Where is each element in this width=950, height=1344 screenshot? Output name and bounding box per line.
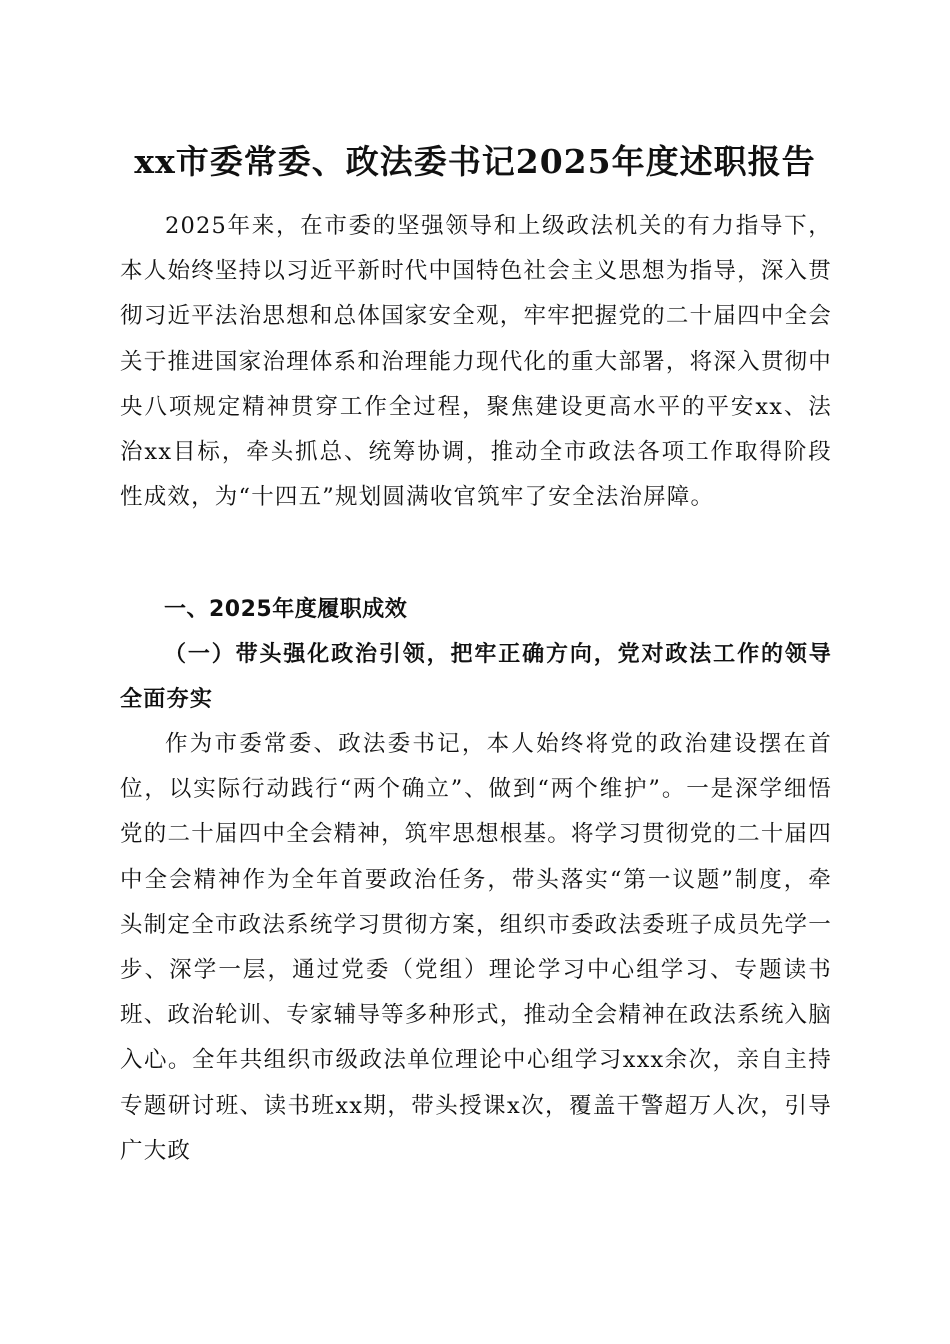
document-title: xx市委常委、政法委书记2025年度述职报告 — [134, 142, 816, 181]
section-heading: 一、2025年度履职成效 — [164, 597, 408, 622]
subsection-heading: （一）带头强化政治引领，把牢正确方向，党对政法工作的领导全面夯实 — [120, 642, 832, 713]
body-paragraph: 作为市委常委、政法委书记，本人始终将党的政治建设摆在首位，以实际行动践行“两个确立”、做到“两个维护”。一是深学细悟党的二十届四中全会精神，筑牢思想根基。将学习贯彻党的二十届四中全会精神作为全年首要政治任务，带头落实“第一议题”制度，牵头制定全市政法系统学习贯彻方案，组织市委政法委班子成员先学一步、深学一层，通过党委（党组）理论学习中心组学习、专题读书班、政治轮训、专家辅导等多种形式，推动全会精神在政法系统入脑入心。全年共组织市级政法单位理论中心组学习xxx余次，亲自主持专题研讨班、读书班xx期，带头授课x次，覆盖干警超万人次，引导广大政 — [120, 731, 832, 1164]
intro-paragraph: 2025年来，在市委的坚强领导和上级政法机关的有力指导下，本人始终坚持以习近平新时代中国特色社会主义思想为指导，深入贯彻习近平法治思想和总体国家安全观，牢牢把握党的二十届四中全会关于推进国家治理体系和治理能力现代化的重大部署，将深入贯彻中央八项规定精神贯穿工作全过程，聚焦建设更高水平的平安xx、法治xx目标，牵头抓总、统筹协调，推动全市政法各项工作取得阶段性成效，为“十四五”规划圆满收官筑牢了安全法治屏障。 — [120, 213, 832, 511]
